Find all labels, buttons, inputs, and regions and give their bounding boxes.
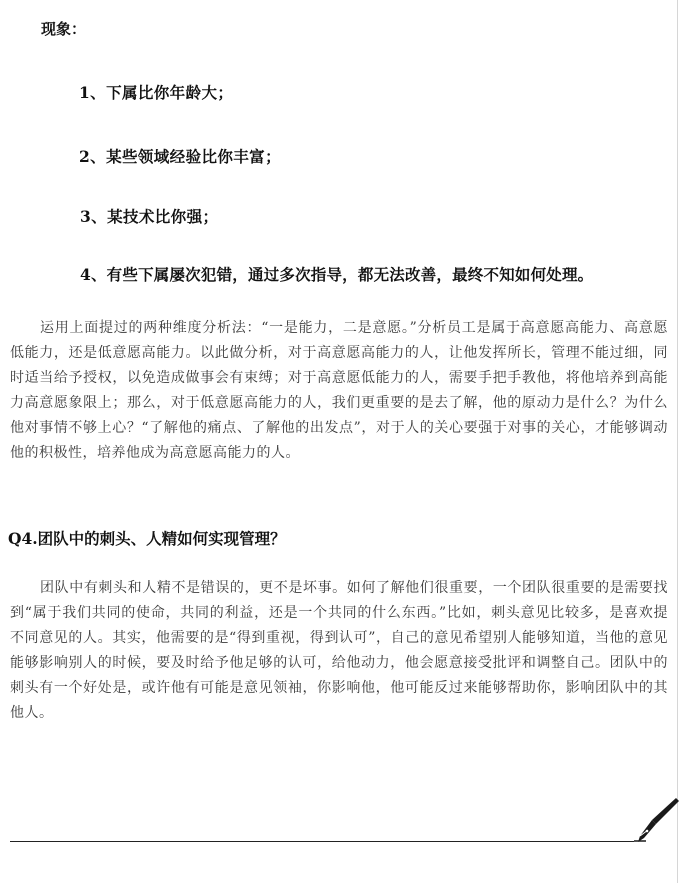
footer-rule	[10, 841, 634, 842]
list-item-1: 1、下属比你年龄大；	[79, 83, 234, 102]
list-item-2: 2、某些领域经验比你丰富；	[79, 147, 281, 166]
list-item-4: 4、有些下属屡次犯错，通过多次指导，都无法改善，最终不知如何处理。	[80, 265, 594, 284]
analysis-paragraph: 运用上面提过的两种维度分析法：“一是能力，二是意愿。”分析员工是属于高意愿高能力、高意愿低能力，还是低意愿高能力。以此做分析，对于高意愿高能力的人，让他发挥所长，管理不能过细，同时适当给予授权，以免造成做事会有束缚；对于高意愿低能力的人，需要手把手教他，将他培养到高能力高意愿象限上；那么，对于低意愿高能力的人，我们更重要的是去了解，他的原动力是什么？为什么他对事情不够上心？“了解他的痛点、了解他的出发点”，对于人的关心要强于对事的关心，才能够调动他的积极性，培养他成为高意愿高能力的人。	[10, 320, 668, 461]
question-title: Q4.团队中的刺头、人精如何实现管理？	[8, 529, 286, 548]
fountain-pen-icon	[632, 794, 680, 844]
section-heading: 现象：	[41, 20, 87, 38]
list-item-3: 3、某技术比你强；	[80, 207, 219, 226]
page-edge-rule	[677, 0, 678, 883]
management-paragraph: 团队中有刺头和人精不是错误的，更不是坏事。如何了解他们很重要，一个团队很重要的是需要找到“属于我们共同的使命，共同的利益，还是一个共同的什么东西。”比如，刺头意见比较多，是喜欢提不同意见的人。其实，他需要的是“得到重视，得到认可”，自己的意见希望别人能够知道，当他的意见能够影响别人的时候，要及时给予他足够的认可，给他动力，他会愿意接受批评和调整自己。团队中的刺头有一个好处是，或许他有可能是意见领袖，你影响他，他可能反过来能够帮助你，影响团队中的其他人。	[10, 580, 668, 721]
